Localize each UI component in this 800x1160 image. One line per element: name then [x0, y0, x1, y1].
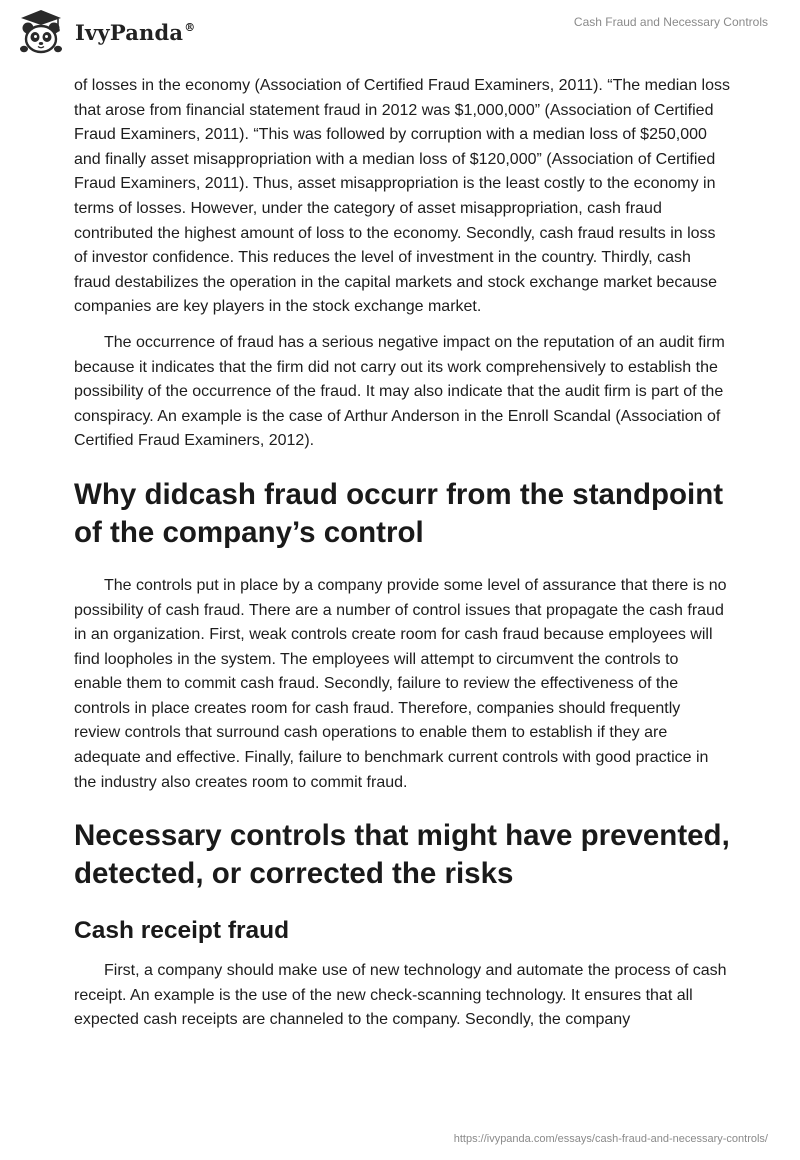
heading-why-cash-fraud: Why didcash fraud occurr from the standpoint of the company’s control: [74, 477, 724, 549]
source-url[interactable]: https://ivypanda.com/essays/cash-fraud-and-necessary-controls/: [453, 1133, 768, 1145]
paragraph-cash-receipt: First, a company should make use of new technology and automate the process of cash receipt. An example is the use of the new check-scanning technology. It ensures that all expected cash receipts are channeled to the company. Secondly, the company: [74, 962, 727, 1029]
page-header: [0, 0, 800, 66]
brand-name: IvyPanda®: [75, 19, 196, 45]
panda-graduate-icon: [16, 8, 66, 56]
paragraph-losses: of losses in the economy (Association of Certified Fraud Examiners, 2011). “The median loss that arose from financial statement fraud in 2012 was $1,000,000” (Association of Certified Fraud Examiners, 2011). “This was followed by corruption with a median loss of $250,000 and finally asset misappropriation with a median loss of $120,000” (Association of Certified Fraud Examiners, 2011). Thus, asset misappropriation is the least costly to the economy in terms of losses. However, under the category of asset misappropriation, cash fraud contributed the highest amount of loss to the economy. Secondly, cash fraud results in loss of investor confidence. This reduces the level of investment in the country. Thirdly, cash fraud destabilizes the operation in the capital markets and stock exchange market because companies are key players in the stock exchange market.: [74, 77, 730, 316]
heading-necessary-controls: Necessary controls that might have prevented, detected, or corrected the risks: [74, 819, 730, 891]
paragraph-control-issues: The controls put in place by a company provide some level of assurance that there is no possibility of cash fraud. There are a number of control issues that propagate the cash fraud in an organization. First, weak controls create room for cash fraud because employees will find loopholes in the system. The employees will attempt to circumvent the controls to enable them to commit cash fraud. Secondly, failure to review the effectiveness of the controls in place creates room for cash fraud. Therefore, companies should frequently review controls that surround cash operations to enable them to establish if they are adequate and effective. Finally, failure to benchmark current controls with good practice in the industry also creates room to commit fraud.: [74, 576, 727, 791]
brand-logo[interactable]: [16, 8, 195, 56]
paragraph-audit-reputation: The occurrence of fraud has a serious negative impact on the reputation of an audit firm because it indicates that the firm did not carry out its work comprehensively to establish the possibility of the occurrence of the fraud. It may also indicate that the audit firm is part of the conspiracy. An example is the case of Arthur Anderson in the Enroll Scandal (Association of Certified Fraud Examiners, 2012).: [74, 333, 725, 450]
document-title: Cash Fraud and Necessary Controls: [573, 15, 768, 29]
heading-cash-receipt-fraud: Cash receipt fraud: [74, 917, 290, 945]
essay-content: [74, 74, 730, 1044]
